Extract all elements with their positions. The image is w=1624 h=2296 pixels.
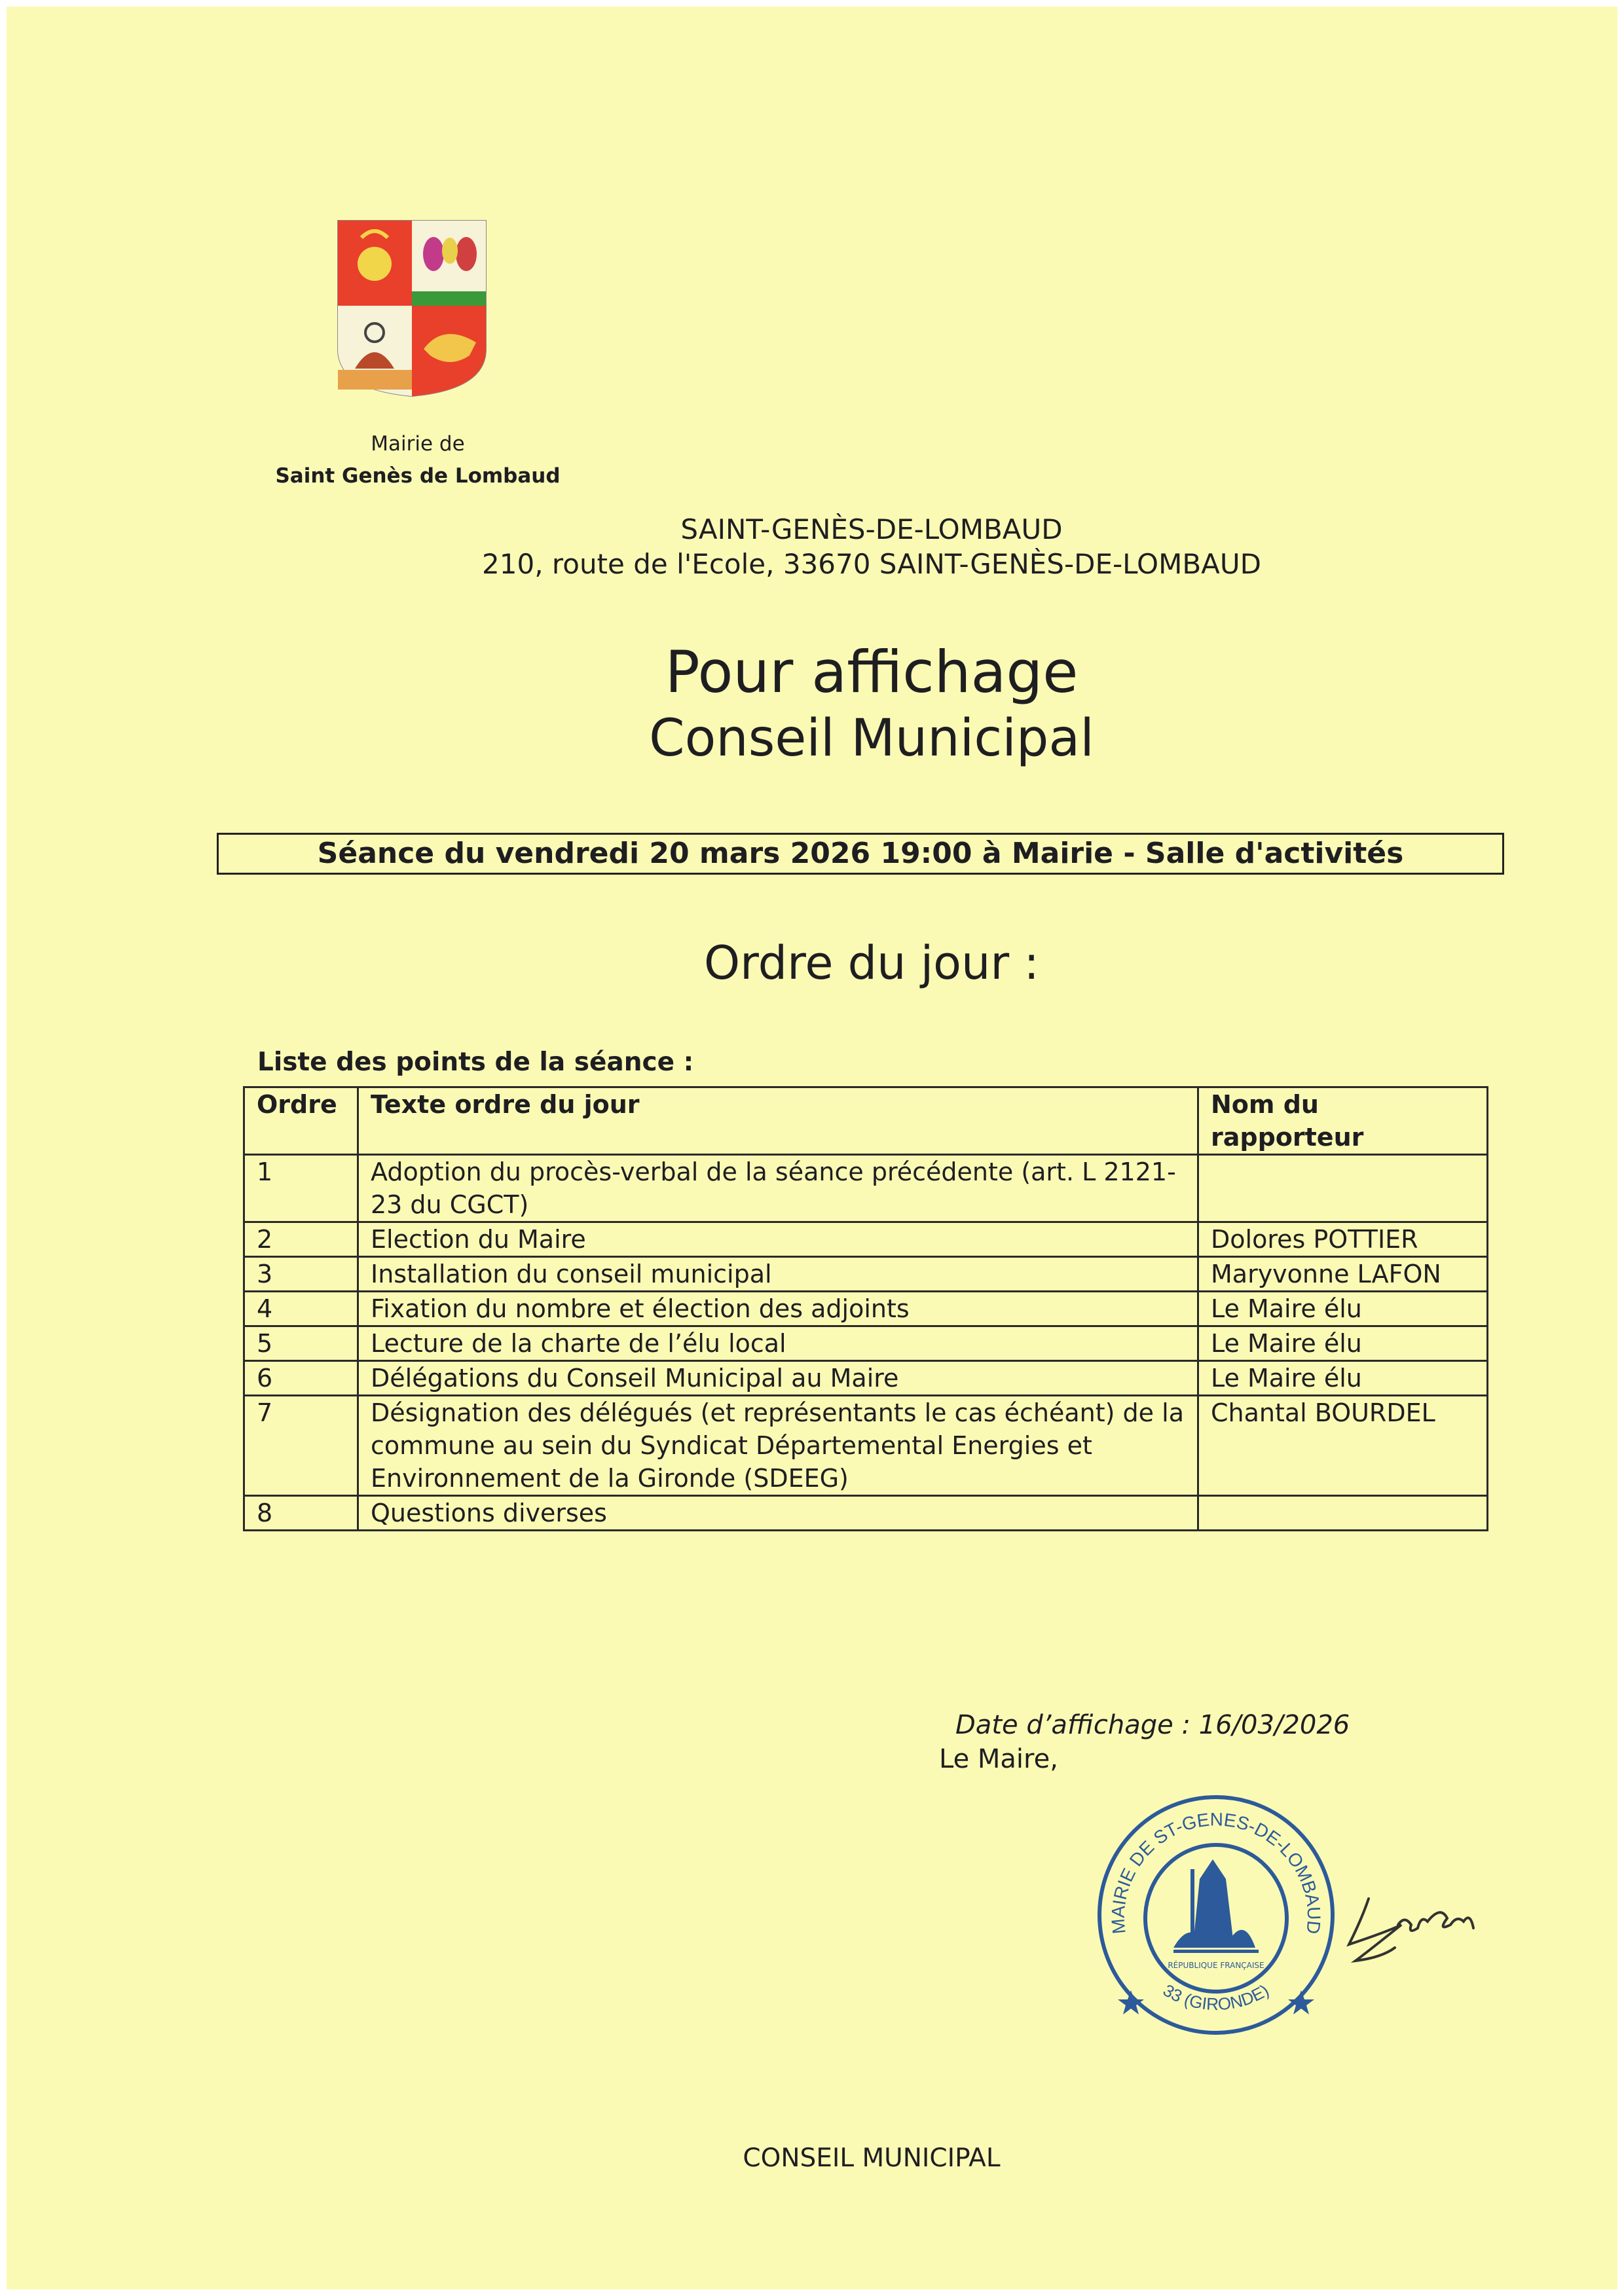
star-icon: [1288, 1990, 1314, 2014]
svg-text:33 (GIRONDE): [1160, 1980, 1272, 2014]
table-row: [244, 1326, 1488, 1361]
cell-rapporteur: Le Maire élu: [1198, 1326, 1488, 1361]
cell-rapporteur: Le Maire élu: [1198, 1292, 1488, 1326]
table-row: [244, 1496, 1488, 1531]
address: 210, route de l'Ecole, 33670 SAINT-GENÈS-DE-LOMBAUD: [482, 548, 1261, 580]
cell-rapporteur: Chantal BOURDEL: [1198, 1396, 1488, 1496]
liste-title: Liste des points de la séance :: [257, 1048, 694, 1077]
table-row: [244, 1257, 1488, 1292]
mairie-stamp: [1095, 1794, 1337, 2036]
header-texte: Texte ordre du jour: [358, 1087, 1198, 1155]
cell-rapporteur: Maryvonne LAFON: [1198, 1257, 1488, 1292]
cell-texte: Fixation du nombre et élection des adjoints: [358, 1292, 1198, 1326]
cell-rapporteur: [1198, 1155, 1488, 1222]
cell-ordre: 7: [244, 1396, 358, 1496]
cell-texte: Installation du conseil municipal: [358, 1257, 1198, 1292]
cell-ordre: 5: [244, 1326, 358, 1361]
page-subtitle: Conseil Municipal: [649, 709, 1094, 768]
agenda-table: [243, 1086, 1488, 1531]
date-affichage: Date d’affichage : 16/03/2026: [955, 1710, 1350, 1740]
table-row: [244, 1396, 1488, 1496]
cell-texte: Lecture de la charte de l’élu local: [358, 1326, 1198, 1361]
cell-texte: Election du Maire: [358, 1222, 1198, 1257]
cell-rapporteur: [1198, 1496, 1488, 1531]
seance-box: Séance du vendredi 20 mars 2026 19:00 à Mairie - Salle d'activités: [217, 833, 1504, 875]
header-ordre: Ordre: [244, 1087, 358, 1155]
mairie-name: Saint Genès de Lombaud: [275, 464, 561, 488]
cell-ordre: 6: [244, 1361, 358, 1396]
cell-rapporteur: Dolores POTTIER: [1198, 1222, 1488, 1257]
cell-ordre: 2: [244, 1222, 358, 1257]
ordre-du-jour-heading: Ordre du jour :: [704, 936, 1039, 990]
cell-rapporteur: Le Maire élu: [1198, 1361, 1488, 1396]
table-row: [244, 1361, 1488, 1396]
stamp-outer-text: MAIRIE DE ST-GENES-DE-LOMBAUD: [1107, 1809, 1325, 1935]
header-rapporteur: Nom du rapporteur: [1198, 1087, 1488, 1155]
coat-of-arms-logo: [335, 218, 489, 397]
page-title: Pour affichage: [665, 638, 1079, 706]
cell-ordre: 4: [244, 1292, 358, 1326]
le-maire-label: Le Maire,: [939, 1744, 1058, 1774]
table-header-row: [244, 1087, 1488, 1155]
mayor-signature: [1342, 1872, 1513, 1971]
mairie-prefix: Mairie de: [371, 432, 465, 456]
cell-texte: Délégations du Conseil Municipal au Maire: [358, 1361, 1198, 1396]
stamp-bottom-text: 33 (GIRONDE): [1160, 1980, 1272, 2014]
cell-texte: Désignation des délégués (et représentants le cas échéant) de la commune au sein du Syndicat Départemental Energies et Environnement de la Gironde (SDEEG): [358, 1396, 1198, 1496]
table-row: [244, 1222, 1488, 1257]
cell-ordre: 3: [244, 1257, 358, 1292]
cell-texte: Adoption du procès-verbal de la séance précédente (art. L 2121-23 du CGCT): [358, 1155, 1198, 1222]
commune-name: SAINT-GENÈS-DE-LOMBAUD: [680, 513, 1063, 545]
stamp-inner-text: RÉPUBLIQUE FRANÇAISE: [1168, 1961, 1264, 1970]
cell-ordre: 8: [244, 1496, 358, 1531]
footer-label: CONSEIL MUNICIPAL: [743, 2143, 1001, 2173]
table-row: [244, 1155, 1488, 1222]
cell-texte: Questions diverses: [358, 1496, 1198, 1531]
star-icon: [1118, 1990, 1144, 2014]
table-row: [244, 1292, 1488, 1326]
cell-ordre: 1: [244, 1155, 358, 1222]
